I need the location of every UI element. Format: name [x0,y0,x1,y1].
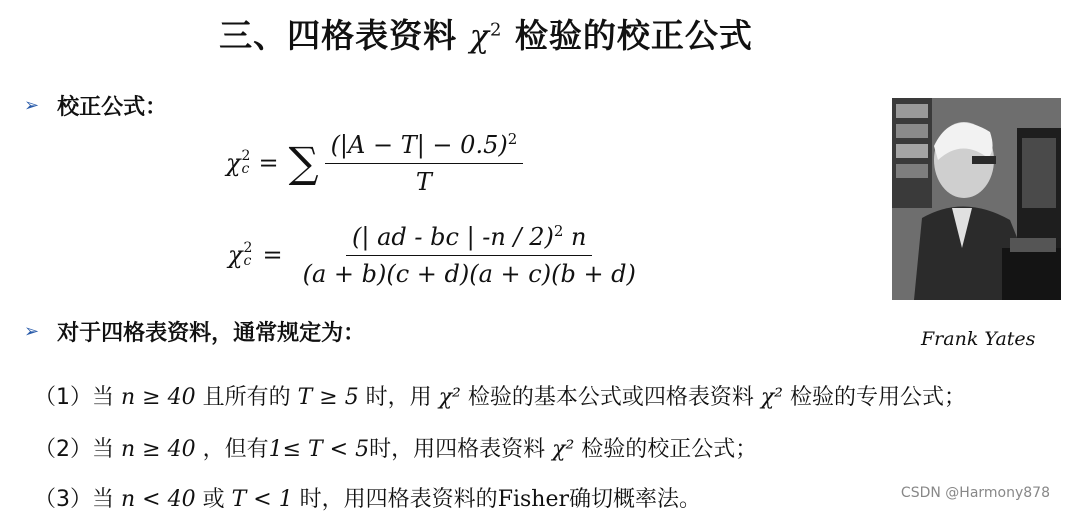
rule-math: n < 40 [121,487,196,512]
rule-math: T ≥ 5 [297,385,359,410]
formula-chi: χ [226,149,241,177]
formula-chi-scripts [242,150,251,175]
rule-3 [34,482,701,513]
rule-text: 或 [195,487,232,512]
sum-symbol: ∑ [288,138,319,187]
bullet-correction-formula [24,90,167,121]
formula-numerator [325,130,524,164]
rule-math: n ≥ 40 [121,385,196,410]
rule-2 [34,432,757,463]
numerator-text: (|A − T| − 0.5) [330,131,508,159]
numerator-sup: 2 [553,222,564,240]
rule-text: 检验的基本公式或四格表资料 [460,385,761,410]
formula-denominator: T [415,168,432,196]
arrow-bullet-icon: ➢ [24,95,40,116]
rule-prefix: （2）当 [34,437,121,462]
formula-chi: χ [228,241,243,269]
bullet-label: 对于四格表资料，通常规定为： [57,321,366,346]
formula-fraction [297,222,642,288]
formula-fraction [325,130,524,196]
rule-text: ，但有 [195,437,269,462]
watermark: CSDN @Harmony878 [900,485,1050,501]
photo-caption: Frank Yates [921,328,1036,350]
rule-text: 时，用四格表资料的 [292,487,498,512]
bullet-label: 校正公式： [57,95,168,120]
title-chi: χ [469,17,490,55]
rule-math: χ² [552,437,575,462]
rule-prefix: （1）当 [34,385,121,410]
formula-numerator [346,222,592,256]
formula-correction-1 [226,130,523,196]
rule-1 [34,380,966,411]
formula-chi-sup: 2 [241,148,251,165]
rule-suffix: 检验的校正公式； [574,437,758,462]
bullet-rules [24,316,365,347]
rule-text: 且所有的 [195,385,298,410]
rule-text: 时，用 [358,385,439,410]
title-text-before: 三、四格表资料 [219,16,458,55]
arrow-bullet-icon: ➢ [24,321,40,342]
rule-suffix: 检验的专用公式； [783,385,966,410]
rule-math: χ² [438,385,461,410]
formula-correction-2 [228,222,642,288]
rule-text: 时，用四格表资料 [369,437,553,462]
formula-equals: = [262,241,283,269]
formula-denominator: (a + b)(c + d)(a + c)(b + d) [302,260,636,288]
rule-math: n ≥ 40 [121,437,196,462]
rule-math: 1≤ T < 5 [268,437,370,462]
page-title [0,10,972,57]
numerator-tail: n [563,223,587,251]
title-text-after: 检验的校正公式 [514,16,753,55]
rule-math: Fisher [497,487,569,512]
rule-suffix: 确切概率法。 [568,487,701,512]
rule-math: χ² [760,385,783,410]
formula-chi-sub: c [243,253,252,269]
formula-equals: = [258,149,279,177]
formula-chi-sub: c [241,161,250,177]
title-chi-symbol [470,17,503,55]
title-chi-sup: 2 [489,19,503,41]
formula-chi-sup: 2 [243,240,253,257]
rule-prefix: （3）当 [34,487,121,512]
numerator-text: (| ad - bc | -n / 2) [352,223,554,251]
rule-math: T < 1 [231,487,293,512]
formula-chi-scripts [244,242,253,267]
portrait-photo [892,98,1061,300]
numerator-sup: 2 [507,130,518,148]
